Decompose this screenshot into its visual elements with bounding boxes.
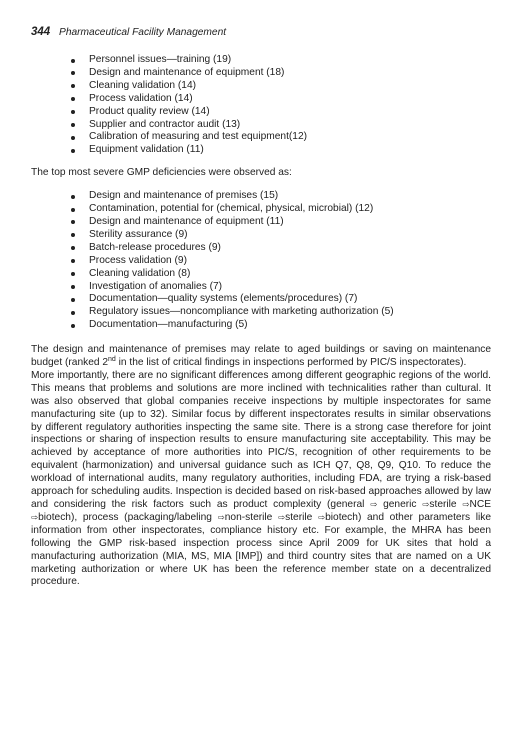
page-number: 344 (31, 26, 51, 38)
arrow-right-icon: ⇨ (317, 512, 326, 523)
ordinal-superscript: nd (108, 356, 116, 364)
list-item: Supplier and contractor audit (13) (71, 119, 491, 132)
paragraph-text: biotech), process (packaging/labeling (38, 511, 218, 523)
list-item: Equipment validation (11) (71, 144, 491, 157)
arrow-right-icon: ⇨ (31, 512, 39, 523)
paragraph-text: The design and maintenance of premises may relate to aged buildings or saving on maintenance budget (ranked 2 (31, 344, 491, 369)
list-item: Design and maintenance of premises (15) (71, 190, 491, 203)
paragraph-text: More importantly, there are no significant differences among different geographic regions of the world. This means that problems and solutions are more inclined with technicalities rather than cultural. It was also observed that global companies receive inspections by multiple inspectorates for same manufacturing site (up to 32). Similar focus by different inspectorates results in similar observations by different regulatory authorities inspecting the same site. There is a strong case therefore for joint inspections or sharing of inspection results to ensure manufacturing site acceptability. This may be achieved by acceptance of more authorities into PIC/S, recognition of other requirements to be equivalent (harmonization) and universal guidance such as ICH Q7, Q8, Q9, Q10. To reduce the workload of international audits, many regulatory authorities, including FDA, are trying a risk-based approach for scheduling audits. Inspection is decided based on risk-based approaches allowed by law and considering the risk factors such as product complexity (general (31, 369, 491, 510)
paragraph-inspections (31, 370, 491, 589)
paragraph-text: non-sterile (224, 511, 278, 523)
paragraph-text: NCE (469, 499, 491, 510)
list-item: Process validation (14) (71, 93, 491, 106)
arrow-right-icon: ⇨ (217, 512, 225, 523)
list-item: Cleaning validation (14) (71, 80, 491, 93)
list-item: Cleaning validation (8) (71, 268, 491, 281)
arrow-right-icon: ⇨ (422, 500, 430, 510)
arrow-right-icon: ⇨ (278, 512, 286, 523)
list-item: Calibration of measuring and test equipment(12) (71, 131, 491, 144)
book-title: Pharmaceutical Facility Management (59, 27, 227, 38)
paragraph-text: sterile (285, 511, 318, 523)
list-item: Design and maintenance of equipment (11) (71, 216, 491, 229)
list-item: Design and maintenance of equipment (18) (71, 67, 491, 80)
deficiency-list-frequency (31, 54, 491, 157)
list-item: Contamination, potential for (chemical, physical, microbial) (12) (71, 203, 491, 216)
list-item: Process validation (9) (71, 255, 491, 268)
list-item: Investigation of anomalies (7) (71, 281, 491, 294)
list-item: Personnel issues—training (19) (71, 54, 491, 67)
list-item: Documentation—quality systems (elements/procedures) (7) (71, 293, 491, 306)
paragraph-text: generic (377, 499, 423, 510)
list-item: Documentation—manufacturing (5) (71, 319, 491, 332)
list-item: Product quality review (14) (71, 106, 491, 119)
deficiency-list-severity (31, 190, 491, 332)
running-header (31, 26, 491, 40)
arrow-right-icon: ⇨ (462, 500, 470, 510)
paragraph-text: in the list of critical findings in inspections performed by PIC/S inspectorates). (115, 357, 467, 369)
paragraph-text: biotech) and other parameters like information from other inspectorates, compliance history etc. For example, the MHRA has been following the GMP risk-based inspection process since April 2009 for UK sites that hold a manufacturing authorization (MIA, MS, MIA [IMP]) and third country sites that are named on a UK marketing authorization or where UK has been the reference member state on a decentralized procedure. (31, 511, 491, 588)
paragraph-premises (31, 344, 491, 370)
paragraph-text: sterile (429, 499, 463, 510)
list-item: Batch-release procedures (9) (71, 242, 491, 255)
list-item: Sterility assurance (9) (71, 229, 491, 242)
arrow-right-icon: ⇨ (370, 500, 378, 510)
list-item: Regulatory issues—noncompliance with marketing authorization (5) (71, 306, 491, 319)
list-intro-text: The top most severe GMP deficiencies were observed as: (31, 167, 292, 179)
